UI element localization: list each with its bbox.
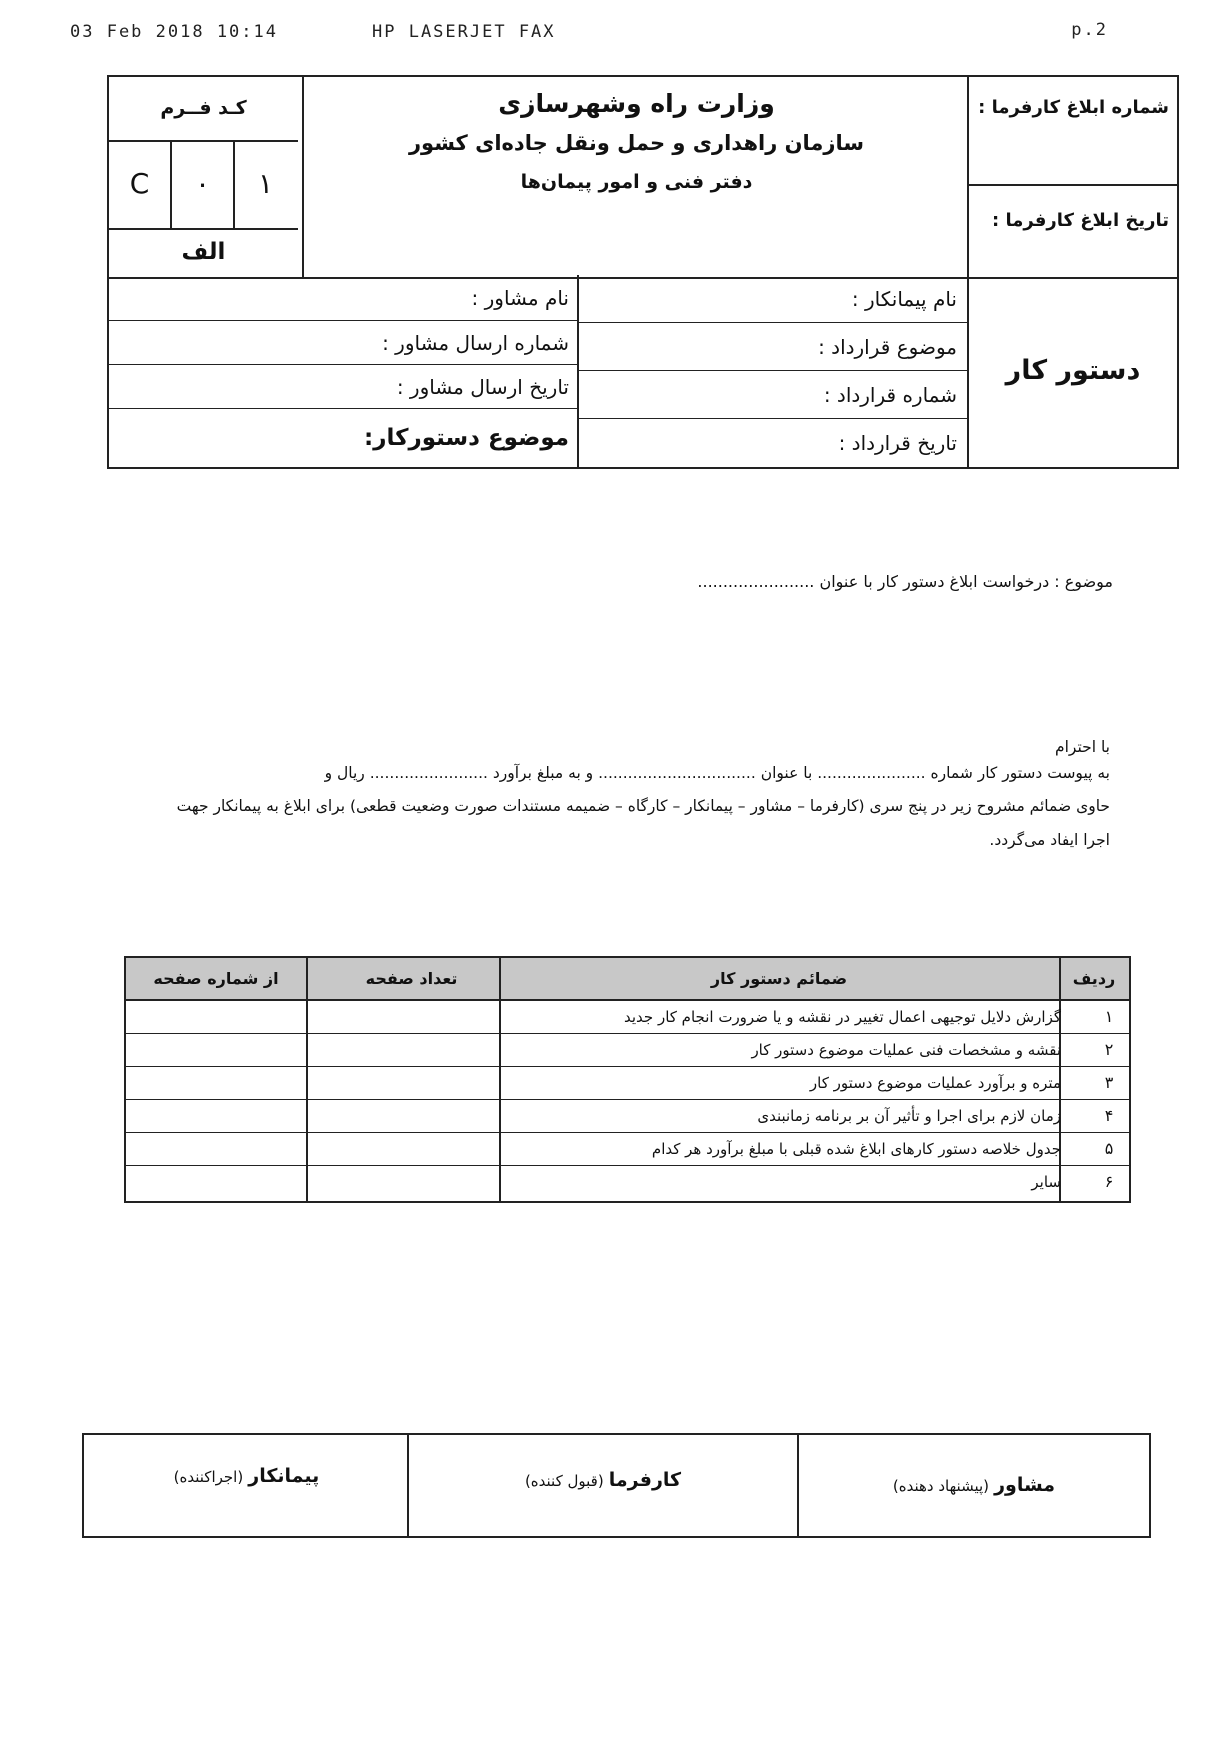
fax-page-number: p.2	[1071, 20, 1108, 40]
contract-date-row	[579, 419, 967, 467]
work-order-subject-label: موضوع دستورکار:	[364, 425, 569, 451]
row-number: ۱	[1104, 1007, 1114, 1026]
header-from-page: از شماره صفحه	[153, 969, 279, 988]
form-header	[107, 75, 1179, 279]
table-row	[126, 1100, 1129, 1133]
row-number: ۲	[1104, 1040, 1114, 1059]
row-text: سایر	[1031, 1173, 1061, 1191]
consultant-name-row	[109, 275, 579, 321]
consultant-name-label: نام مشاور :	[471, 286, 569, 310]
table-row	[126, 1133, 1129, 1166]
fax-datetime: 03 Feb 2018 10:14	[70, 22, 278, 42]
table-row	[126, 1001, 1129, 1034]
notice-column	[967, 77, 1177, 277]
row-text: زمان لازم برای اجرا و تأثیر آن بر برنامه زمانبندی	[757, 1107, 1061, 1125]
form-code-cells	[109, 140, 298, 230]
form-code-block	[109, 77, 298, 277]
ministry-name: وزارت راه وشهرسازی	[498, 89, 775, 118]
consultant-signature	[799, 1435, 1149, 1536]
contractor-signature	[84, 1435, 409, 1536]
contract-subject-row	[579, 323, 967, 371]
row-text: متره و برآورد عملیات موضوع دستور کار	[809, 1074, 1061, 1092]
consultant-send-number-row	[109, 321, 579, 365]
contract-number-label: شماره قرارداد :	[823, 383, 957, 407]
form-code-cell: ۰	[172, 140, 235, 228]
ministry-block	[302, 77, 969, 277]
row-number: ۴	[1104, 1106, 1114, 1125]
form-code-cell: C	[109, 140, 172, 228]
consultant-column	[109, 275, 579, 467]
notice-number-cell	[969, 77, 1177, 186]
table-row	[126, 1034, 1129, 1067]
letter-subject: موضوع : درخواست ابلاغ دستور کار با عنوان .......................	[697, 572, 1113, 591]
form-code-label: کـد فــرم	[109, 77, 298, 142]
signature-block	[82, 1433, 1151, 1538]
consultant-sig-label: مشاور	[994, 1474, 1056, 1496]
organization-name: سازمان راهداری و حمل ونقل جاده‌ای کشور	[408, 131, 865, 155]
office-name: دفتر فنی و امور پیمان‌ها	[520, 171, 753, 193]
contractor-sig-label: پیمانکار	[248, 1465, 320, 1487]
work-order-subject-row	[109, 409, 579, 467]
row-text: جدول خلاصه دستور کارهای ابلاغ شده قبلی با مبلغ برآورد هر کدام	[651, 1140, 1061, 1158]
contractor-column	[577, 275, 969, 467]
table-body	[126, 1001, 1129, 1199]
employer-sig-label: کارفرما	[608, 1469, 682, 1491]
consultant-send-number-label: شماره ارسال مشاور :	[382, 331, 569, 355]
form-code-cell: ۱	[257, 167, 274, 200]
consultant-send-date-label: تاریخ ارسال مشاور :	[396, 375, 569, 399]
row-number: ۵	[1104, 1139, 1114, 1158]
consultant-send-date-row	[109, 365, 579, 409]
contract-date-label: تاریخ قرارداد :	[838, 431, 957, 455]
table-row	[126, 1166, 1129, 1198]
employer-signature	[407, 1435, 799, 1536]
notice-date-label: تاریخ ابلاغ کارفرما :	[992, 210, 1169, 231]
letter-line-1: به پیوست دستور کار شماره ...................... با عنوان ................................ و به مبلغ برآورد ........................ ریال و	[324, 764, 1110, 782]
letter-line-2: حاوی ضمائم مشروح زیر در پنج سری (کارفرما – مشاور – پیمانکار – کارگاه – ضمیمه مستندات صورت وضعیت قطعی) برای ابلاغ به پیمانکار جهت	[176, 797, 1110, 815]
row-number: ۳	[1104, 1073, 1114, 1092]
employer-sig-role: (قبول کننده)	[524, 1472, 604, 1490]
contractor-name-row	[579, 275, 967, 323]
notice-number-label: شماره ابلاغ کارفرما :	[978, 97, 1169, 118]
header-page-count: تعداد صفحه	[365, 969, 458, 988]
contract-subject-label: موضوع قرارداد :	[818, 335, 957, 359]
contractor-sig-role: (اجراکننده)	[173, 1468, 244, 1486]
row-text: گزارش دلایل توجیهی اعمال تغییر در نقشه و یا ضرورت انجام کار جدید	[623, 1008, 1061, 1026]
contract-number-row	[579, 371, 967, 419]
row-text: نقشه و مشخصات فنی عملیات موضوع دستور کار	[751, 1041, 1061, 1059]
contractor-name-label: نام پیمانکار :	[851, 287, 957, 311]
header-row-number: ردیف	[1072, 969, 1116, 988]
table-row	[126, 1067, 1129, 1100]
work-order-title: دستور کار	[1005, 355, 1141, 386]
fax-device: HP LASERJET FAX	[372, 22, 556, 42]
letter-line-3: اجرا ایفاد می‌گردد.	[989, 831, 1110, 849]
fax-header	[70, 22, 998, 46]
header-attachment: ضمائم دستور کار	[710, 969, 848, 988]
form-series: الف	[181, 239, 226, 265]
row-number: ۶	[1104, 1172, 1114, 1191]
greeting: با احترام	[1055, 738, 1110, 756]
table-header	[126, 958, 1129, 1001]
info-block	[107, 275, 1179, 469]
consultant-sig-role: (پیشنهاد دهنده)	[892, 1477, 989, 1495]
attachments-table	[124, 956, 1131, 1203]
